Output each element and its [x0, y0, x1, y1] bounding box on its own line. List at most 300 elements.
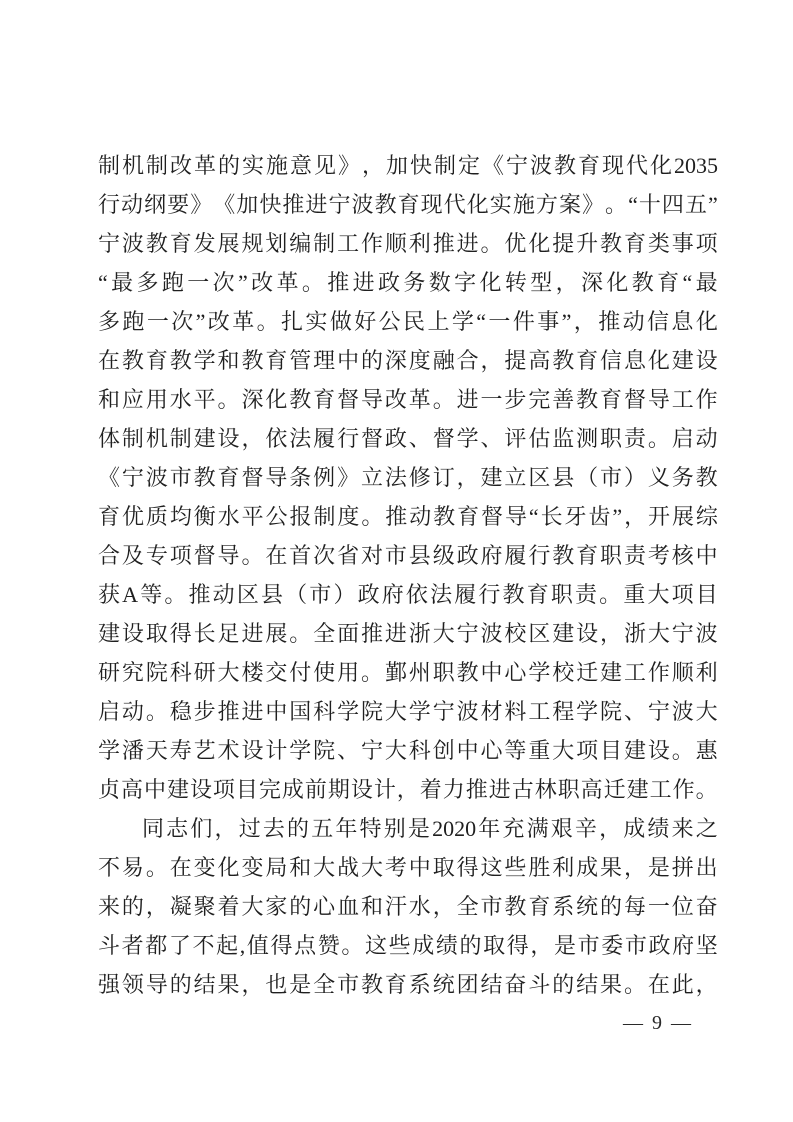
glyph: 现	[602, 153, 625, 178]
glyph: 潘	[121, 738, 144, 763]
glyph: 进	[241, 621, 264, 646]
glyph: 推	[432, 231, 455, 256]
glyph: 深	[241, 387, 264, 412]
glyph: 材	[480, 699, 503, 724]
glyph: 高	[580, 777, 603, 802]
glyph: 利	[695, 660, 718, 685]
glyph: 履	[313, 426, 336, 451]
text-line	[98, 731, 718, 770]
glyph: 教	[576, 387, 599, 412]
glyph: 水	[408, 894, 431, 919]
glyph: 年	[335, 816, 358, 841]
glyph: 《	[482, 153, 505, 178]
glyph: 艺	[193, 738, 216, 763]
glyph: 推	[217, 699, 240, 724]
glyph: 天	[145, 738, 168, 763]
glyph: 化	[479, 270, 502, 295]
glyph: 浙	[408, 621, 431, 646]
glyph: 评	[504, 426, 527, 451]
text-line	[98, 692, 718, 731]
glyph: 心	[480, 738, 503, 763]
glyph: ，	[600, 621, 623, 646]
glyph: 扎	[281, 309, 304, 334]
glyph: 定	[458, 153, 481, 178]
glyph: 顺	[671, 660, 694, 685]
glyph: 建	[671, 348, 694, 373]
glyph: 心	[504, 660, 527, 685]
glyph: 项	[671, 582, 694, 607]
glyph: 信	[647, 309, 670, 334]
glyph: 督	[623, 387, 646, 412]
glyph: 政	[384, 426, 407, 451]
glyph: 导	[504, 504, 527, 529]
glyph: 跑	[161, 270, 184, 295]
glyph: 大	[384, 699, 407, 724]
glyph: 推	[327, 270, 350, 295]
glyph: 好	[354, 309, 377, 334]
glyph: 位	[671, 894, 694, 919]
glyph: ，	[214, 816, 237, 841]
glyph: 付	[289, 660, 312, 685]
glyph: ”	[708, 192, 718, 217]
glyph: 专	[145, 543, 168, 568]
glyph: 科	[169, 660, 192, 685]
glyph: 务	[403, 270, 426, 295]
glyph: 们	[190, 816, 213, 841]
glyph: 赞	[317, 933, 340, 958]
glyph: 前	[304, 777, 327, 802]
glyph: 督	[193, 543, 216, 568]
glyph: 强	[98, 972, 121, 997]
glyph: 多	[136, 270, 159, 295]
glyph: 估	[528, 426, 551, 451]
glyph: 育	[526, 582, 549, 607]
glyph: 市	[309, 582, 332, 607]
glyph: 中	[143, 777, 166, 802]
glyph: 水	[169, 387, 192, 412]
glyph: “	[98, 270, 108, 295]
glyph: 市	[384, 543, 407, 568]
glyph: 大	[432, 621, 455, 646]
glyph: ，	[530, 933, 553, 958]
glyph: 法	[384, 465, 407, 490]
glyph: 惠	[695, 738, 718, 763]
glyph: 同	[142, 816, 165, 841]
text-line	[98, 965, 718, 1004]
glyph: 规	[241, 231, 264, 256]
glyph: 教	[360, 972, 383, 997]
glyph: 建	[600, 660, 623, 685]
glyph: 实	[489, 192, 512, 217]
glyph: 教	[552, 543, 575, 568]
glyph: 浙	[623, 621, 646, 646]
glyph: 学	[528, 660, 551, 685]
glyph: 最	[111, 270, 134, 295]
glyph: 现	[420, 192, 443, 217]
glyph: 科	[408, 738, 431, 763]
glyph: 建	[166, 777, 189, 802]
glyph: 此	[671, 972, 694, 997]
glyph: 、	[480, 426, 503, 451]
glyph: 高	[120, 777, 143, 802]
glyph: 系	[408, 972, 431, 997]
glyph: 料	[504, 699, 527, 724]
glyph: 稳	[169, 699, 192, 724]
glyph: 应	[121, 387, 144, 412]
glyph: 果	[600, 972, 623, 997]
glyph: 条	[289, 465, 312, 490]
glyph: 育	[576, 543, 599, 568]
glyph: 》	[190, 192, 213, 217]
glyph: 项	[169, 543, 192, 568]
glyph: 事	[671, 231, 694, 256]
glyph: 。	[432, 387, 455, 412]
glyph: 大	[647, 582, 670, 607]
glyph: 育	[384, 972, 407, 997]
glyph: 优	[504, 231, 527, 256]
glyph: 年	[478, 816, 501, 841]
glyph: 法	[289, 426, 312, 451]
glyph: 制	[98, 153, 121, 178]
glyph: 。	[623, 972, 646, 997]
text-line	[98, 848, 718, 887]
glyph: 起	[216, 933, 239, 958]
glyph: 设	[695, 348, 718, 373]
glyph: 。	[164, 582, 187, 607]
glyph: 次	[313, 543, 336, 568]
glyph: 跑	[122, 309, 145, 334]
glyph: 波	[695, 621, 718, 646]
glyph: 提	[552, 231, 575, 256]
glyph: “	[476, 309, 487, 334]
glyph: 。	[480, 231, 503, 256]
glyph: 和	[217, 348, 240, 373]
glyph: 结	[193, 972, 216, 997]
glyph: 的	[289, 894, 312, 919]
glyph: 波	[671, 699, 694, 724]
glyph: 大	[384, 738, 407, 763]
glyph: 宁	[432, 699, 455, 724]
glyph: 。	[360, 660, 383, 685]
glyph: 作	[647, 660, 670, 685]
glyph: 贞	[98, 777, 121, 802]
glyph: 数	[428, 270, 451, 295]
glyph: 育	[98, 504, 121, 529]
glyph: 教	[169, 348, 192, 373]
glyph: 得	[169, 621, 192, 646]
glyph: 提	[504, 348, 527, 373]
glyph: 划	[265, 231, 288, 256]
glyph: 推	[188, 582, 211, 607]
glyph: ,	[239, 933, 246, 958]
glyph: 代	[626, 153, 649, 178]
glyph: 最	[695, 270, 718, 295]
glyph: 志	[166, 816, 189, 841]
glyph: 化	[466, 192, 489, 217]
glyph: 化	[695, 309, 718, 334]
glyph: 级	[432, 543, 455, 568]
glyph: 是	[407, 816, 430, 841]
glyph: （	[576, 465, 599, 490]
glyph: 步	[193, 699, 216, 724]
glyph: 职	[432, 660, 455, 685]
glyph: 完	[258, 777, 281, 802]
glyph: 大	[695, 699, 718, 724]
glyph: “	[528, 504, 539, 529]
glyph: 导	[360, 387, 383, 412]
glyph: 院	[145, 660, 168, 685]
glyph: 创	[432, 738, 455, 763]
glyph: 绩	[647, 816, 670, 841]
glyph: 代	[443, 192, 466, 217]
glyph: 信	[600, 348, 623, 373]
glyph: 宁	[98, 231, 121, 256]
glyph: 融	[432, 348, 455, 373]
glyph: 政	[456, 543, 479, 568]
glyph: 监	[552, 426, 575, 451]
glyph: 。	[361, 504, 384, 529]
glyph: 每	[623, 894, 646, 919]
glyph: 建	[623, 738, 646, 763]
glyph: 大	[313, 855, 336, 880]
glyph: 深	[384, 348, 407, 373]
glyph: 的	[552, 972, 575, 997]
glyph: 获	[98, 582, 121, 607]
glyph: ，	[623, 855, 646, 880]
glyph: 的	[459, 933, 482, 958]
glyph: 务	[671, 465, 694, 490]
glyph: ，	[145, 894, 168, 919]
glyph: 展	[671, 504, 694, 529]
glyph: 长	[540, 504, 563, 529]
glyph: 和	[289, 855, 312, 880]
glyph: 测	[576, 426, 599, 451]
glyph: 政	[357, 582, 380, 607]
glyph: 启	[98, 699, 121, 724]
glyph: 督	[481, 504, 504, 529]
glyph: 改	[384, 387, 407, 412]
glyph: 局	[265, 855, 288, 880]
glyph: 和	[98, 387, 121, 412]
glyph: 设	[647, 738, 670, 763]
glyph: 辛	[574, 816, 597, 841]
glyph: 化	[650, 153, 673, 178]
text-line	[98, 146, 718, 185]
glyph: 足	[217, 621, 240, 646]
glyph: 督	[432, 426, 455, 451]
glyph: 机	[145, 426, 168, 451]
glyph: 统	[432, 972, 455, 997]
glyph: 家	[265, 894, 288, 919]
glyph: 不	[98, 855, 121, 880]
glyph: 别	[383, 816, 406, 841]
glyph: 市	[337, 972, 360, 997]
text-line	[98, 380, 718, 419]
glyph: 《	[213, 192, 236, 217]
glyph: 国	[289, 699, 312, 724]
glyph: 育	[578, 153, 601, 178]
glyph: 。	[217, 387, 240, 412]
glyph: 及	[121, 543, 144, 568]
glyph: 进	[456, 231, 479, 256]
glyph: 的	[169, 972, 192, 997]
glyph: 义	[647, 465, 670, 490]
glyph: 林	[534, 777, 557, 802]
glyph: 建	[480, 465, 503, 490]
glyph: 大	[241, 894, 264, 919]
glyph: 推	[282, 192, 305, 217]
glyph: 四	[661, 192, 684, 217]
glyph: 育	[623, 231, 646, 256]
glyph: 斗	[98, 933, 121, 958]
glyph: 果	[600, 855, 623, 880]
glyph: 。	[671, 738, 694, 763]
text-line	[98, 926, 718, 965]
glyph: 拼	[671, 855, 694, 880]
glyph: 质	[145, 504, 168, 529]
glyph: 的	[360, 348, 383, 373]
glyph: 中	[480, 660, 503, 685]
glyph: 力	[442, 777, 465, 802]
glyph: 领	[121, 972, 144, 997]
glyph: 建	[552, 621, 575, 646]
glyph: 在	[98, 348, 121, 373]
glyph: 迁	[576, 660, 599, 685]
glyph: ，	[241, 426, 264, 451]
glyph: 学	[193, 348, 216, 373]
glyph: 用	[337, 660, 360, 685]
text-line	[98, 614, 718, 653]
glyph: 。	[256, 309, 279, 334]
glyph: 和	[360, 894, 383, 919]
glyph: 在	[647, 972, 670, 997]
text-line	[98, 887, 718, 926]
glyph: 进	[488, 777, 511, 802]
glyph: 做	[329, 309, 352, 334]
glyph: 坚	[695, 933, 718, 958]
glyph: 着	[217, 894, 240, 919]
glyph: 奋	[695, 894, 718, 919]
glyph: 均	[169, 504, 192, 529]
glyph: 《	[98, 465, 121, 490]
glyph: 等	[504, 738, 527, 763]
glyph: 教	[456, 660, 479, 685]
glyph: 易	[121, 855, 144, 880]
glyph: 建	[98, 621, 121, 646]
glyph: 省	[337, 543, 360, 568]
glyph: 要	[167, 192, 190, 217]
glyph: 州	[408, 660, 431, 685]
glyph: 大	[552, 738, 575, 763]
glyph: 行	[337, 426, 360, 451]
glyph: 公	[378, 309, 401, 334]
glyph: 改	[251, 270, 274, 295]
glyph: 重	[528, 738, 551, 763]
glyph: 教	[289, 387, 312, 412]
glyph: 宁	[121, 465, 144, 490]
glyph: 一	[187, 270, 210, 295]
glyph: 责	[623, 426, 646, 451]
glyph: ”	[238, 270, 248, 295]
glyph: 市	[480, 894, 503, 919]
glyph: 。	[289, 621, 312, 646]
glyph: 导	[265, 465, 288, 490]
glyph: 过	[238, 816, 261, 841]
glyph: 履	[454, 582, 477, 607]
glyph: A	[122, 582, 139, 607]
glyph: 度	[337, 504, 360, 529]
glyph: 立	[360, 465, 383, 490]
glyph: 修	[408, 465, 431, 490]
glyph: 古	[511, 777, 534, 802]
glyph: 艰	[550, 816, 573, 841]
glyph: 依	[405, 582, 428, 607]
glyph: 是	[289, 972, 312, 997]
glyph: 考	[384, 855, 407, 880]
glyph: 。	[599, 582, 622, 607]
glyph: 动	[409, 504, 432, 529]
glyph: 校	[552, 660, 575, 685]
glyph: 教	[631, 270, 654, 295]
glyph: 这	[480, 855, 503, 880]
glyph: 教	[374, 192, 397, 217]
glyph: 导	[647, 387, 670, 412]
glyph: 开	[648, 504, 671, 529]
glyph: 、	[408, 426, 431, 451]
glyph: 高	[528, 348, 551, 373]
glyph: 教	[552, 348, 575, 373]
glyph: ，	[456, 465, 479, 490]
glyph: 字	[454, 270, 477, 295]
glyph: 次	[212, 270, 235, 295]
glyph: 胜	[528, 855, 551, 880]
glyph: 化	[265, 387, 288, 412]
glyph: 设	[217, 426, 240, 451]
glyph: 波	[480, 621, 503, 646]
glyph: 全	[313, 972, 336, 997]
glyph: 战	[337, 855, 360, 880]
glyph: 波	[351, 192, 374, 217]
glyph: 完	[528, 387, 551, 412]
glyph: 平	[193, 387, 216, 412]
glyph: 加	[236, 192, 259, 217]
glyph: 府	[480, 543, 503, 568]
glyph: 得	[456, 855, 479, 880]
glyph: 府	[672, 933, 695, 958]
glyph: 政	[378, 270, 401, 295]
glyph: 波	[121, 231, 144, 256]
glyph: 变	[241, 855, 264, 880]
glyph: 设	[121, 621, 144, 646]
glyph: 取	[432, 855, 455, 880]
glyph: 督	[360, 426, 383, 451]
glyph: 波	[530, 153, 553, 178]
glyph: 育	[169, 231, 192, 256]
text-line	[98, 263, 718, 302]
glyph: 了	[168, 933, 191, 958]
glyph: 育	[600, 387, 623, 412]
glyph: 一	[488, 309, 511, 334]
glyph: 善	[552, 387, 575, 412]
glyph: 机	[122, 153, 145, 178]
glyph: 平	[241, 504, 264, 529]
glyph: 面	[337, 621, 360, 646]
glyph: 。	[241, 543, 264, 568]
glyph: 综	[695, 504, 718, 529]
glyph: 息	[671, 309, 694, 334]
glyph: 使	[313, 660, 336, 685]
glyph: 核	[671, 543, 694, 568]
